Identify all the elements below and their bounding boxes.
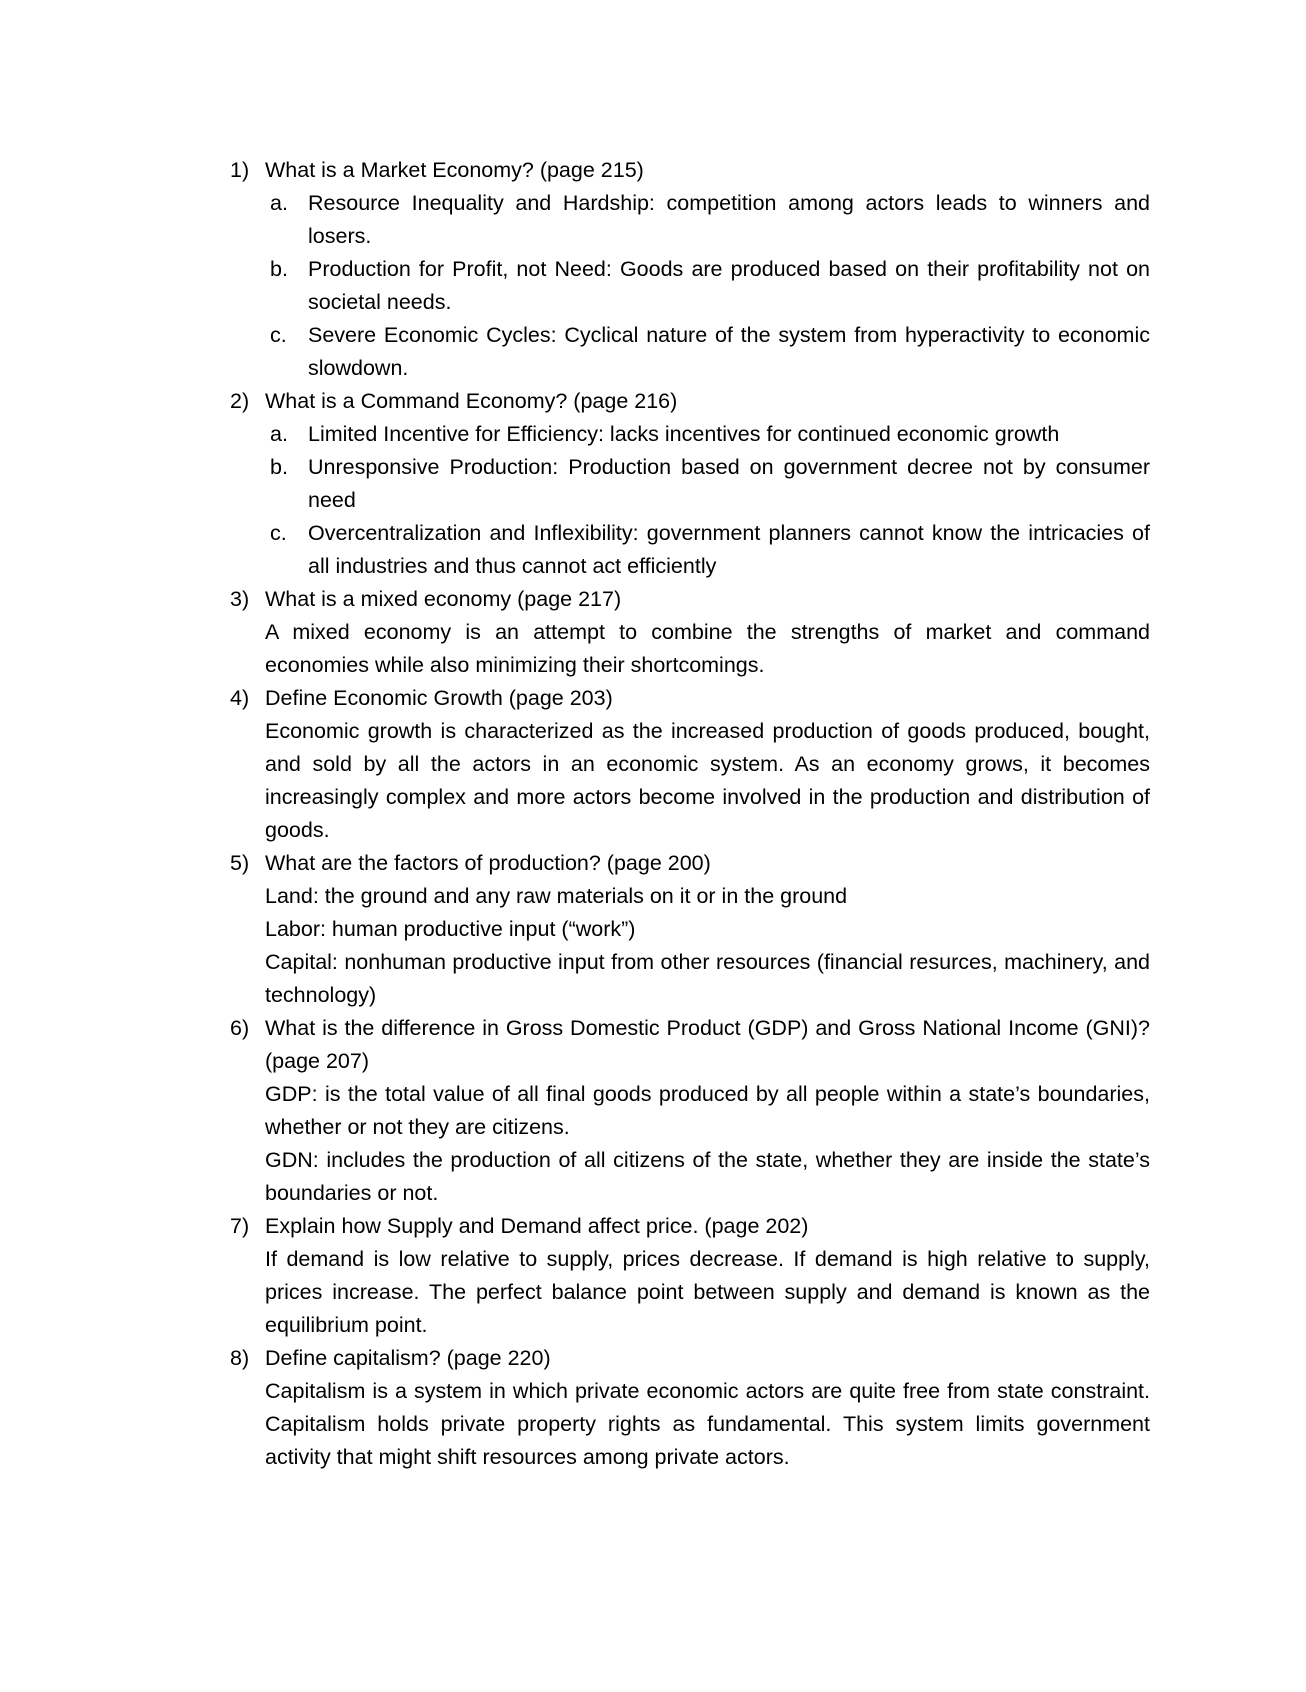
question-6 <box>230 1012 1150 1210</box>
list-item-letter: b. <box>270 455 288 479</box>
question-1 <box>230 154 1150 187</box>
list-item-text: Severe Economic Cycles: Cyclical nature of the system from hyperactivity to economic slowdown. <box>308 323 1150 380</box>
question-8 <box>230 1342 1150 1474</box>
answer-text: Capital: nonhuman productive input from other resources (financial resurces, machinery, and technology) <box>265 950 1150 1007</box>
question-number: 5) <box>230 851 250 875</box>
question-number: 4) <box>230 686 250 710</box>
question-text: What is the difference in Gross Domestic Product (GDP) and Gross National Income (GNI)? (page 207) <box>265 1016 1150 1073</box>
list-item-letter: b. <box>270 257 288 281</box>
question-text: What is a Market Economy? (page 215) <box>265 158 644 182</box>
question-text: Explain how Supply and Demand affect price. (page 202) <box>265 1214 809 1238</box>
question-3 <box>230 583 1150 682</box>
question-number: 1) <box>230 158 250 182</box>
list-item-text: Overcentralization and Inflexibility: government planners cannot know the intricacies of all industries and thus cannot act efficiently <box>308 521 1150 578</box>
list-item-letter: a. <box>270 422 288 446</box>
question-2-subitems <box>230 418 1150 583</box>
list-item <box>230 319 1150 385</box>
list-item-text: Unresponsive Production: Production based on government decree not by consumer need <box>308 455 1150 512</box>
question-5 <box>230 847 1150 1012</box>
question-text: What are the factors of production? (page 200) <box>265 851 711 875</box>
list-item-letter: c. <box>270 323 287 347</box>
question-text: What is a Command Economy? (page 216) <box>265 389 678 413</box>
question-number: 6) <box>230 1016 250 1040</box>
question-text: Define Economic Growth (page 203) <box>265 686 613 710</box>
question-number: 2) <box>230 389 250 413</box>
list-item-letter: c. <box>270 521 287 545</box>
list-item <box>230 418 1150 451</box>
list-item <box>230 187 1150 253</box>
answer-text: A mixed economy is an attempt to combine the strengths of market and command economies while also minimizing their shortcomings. <box>265 620 1150 677</box>
answer-text: Economic growth is characterized as the increased production of goods produced, bought, and sold by all the actors in an economic system. As an economy grows, it becomes increasingly complex and more actors become involved in the production and distribution of goods. <box>265 719 1150 842</box>
question-1-subitems <box>230 187 1150 385</box>
question-text: What is a mixed economy (page 217) <box>265 587 622 611</box>
answer-text: Land: the ground and any raw materials on it or in the ground <box>265 884 848 908</box>
answer-text: Labor: human productive input (“work”) <box>265 917 636 941</box>
question-number: 3) <box>230 587 250 611</box>
answer-text: GDN: includes the production of all citizens of the state, whether they are inside the state’s boundaries or not. <box>265 1148 1150 1205</box>
list-item <box>230 451 1150 517</box>
list-item <box>230 517 1150 583</box>
question-text: Define capitalism? (page 220) <box>265 1346 551 1370</box>
list-item <box>230 253 1150 319</box>
question-4 <box>230 682 1150 847</box>
list-item-letter: a. <box>270 191 288 215</box>
list-item-text: Production for Profit, not Need: Goods are produced based on their profitability not on societal needs. <box>308 257 1150 314</box>
answer-text: GDP: is the total value of all final goods produced by all people within a state’s boundaries, whether or not they are citizens. <box>265 1082 1150 1139</box>
question-2 <box>230 385 1150 418</box>
question-number: 7) <box>230 1214 250 1238</box>
question-list <box>230 154 1150 1474</box>
list-item-text: Limited Incentive for Efficiency: lacks incentives for continued economic growth <box>308 422 1060 446</box>
answer-text: If demand is low relative to supply, prices decrease. If demand is high relative to supply, prices increase. The perfect balance point between supply and demand is known as the equilibrium point. <box>265 1247 1150 1337</box>
question-7 <box>230 1210 1150 1342</box>
question-number: 8) <box>230 1346 250 1370</box>
list-item-text: Resource Inequality and Hardship: competition among actors leads to winners and losers. <box>308 191 1150 248</box>
answer-text: Capitalism is a system in which private economic actors are quite free from state constraint. Capitalism holds private property rights as fundamental. This system limits government activity that might shift resources among private actors. <box>265 1379 1150 1469</box>
